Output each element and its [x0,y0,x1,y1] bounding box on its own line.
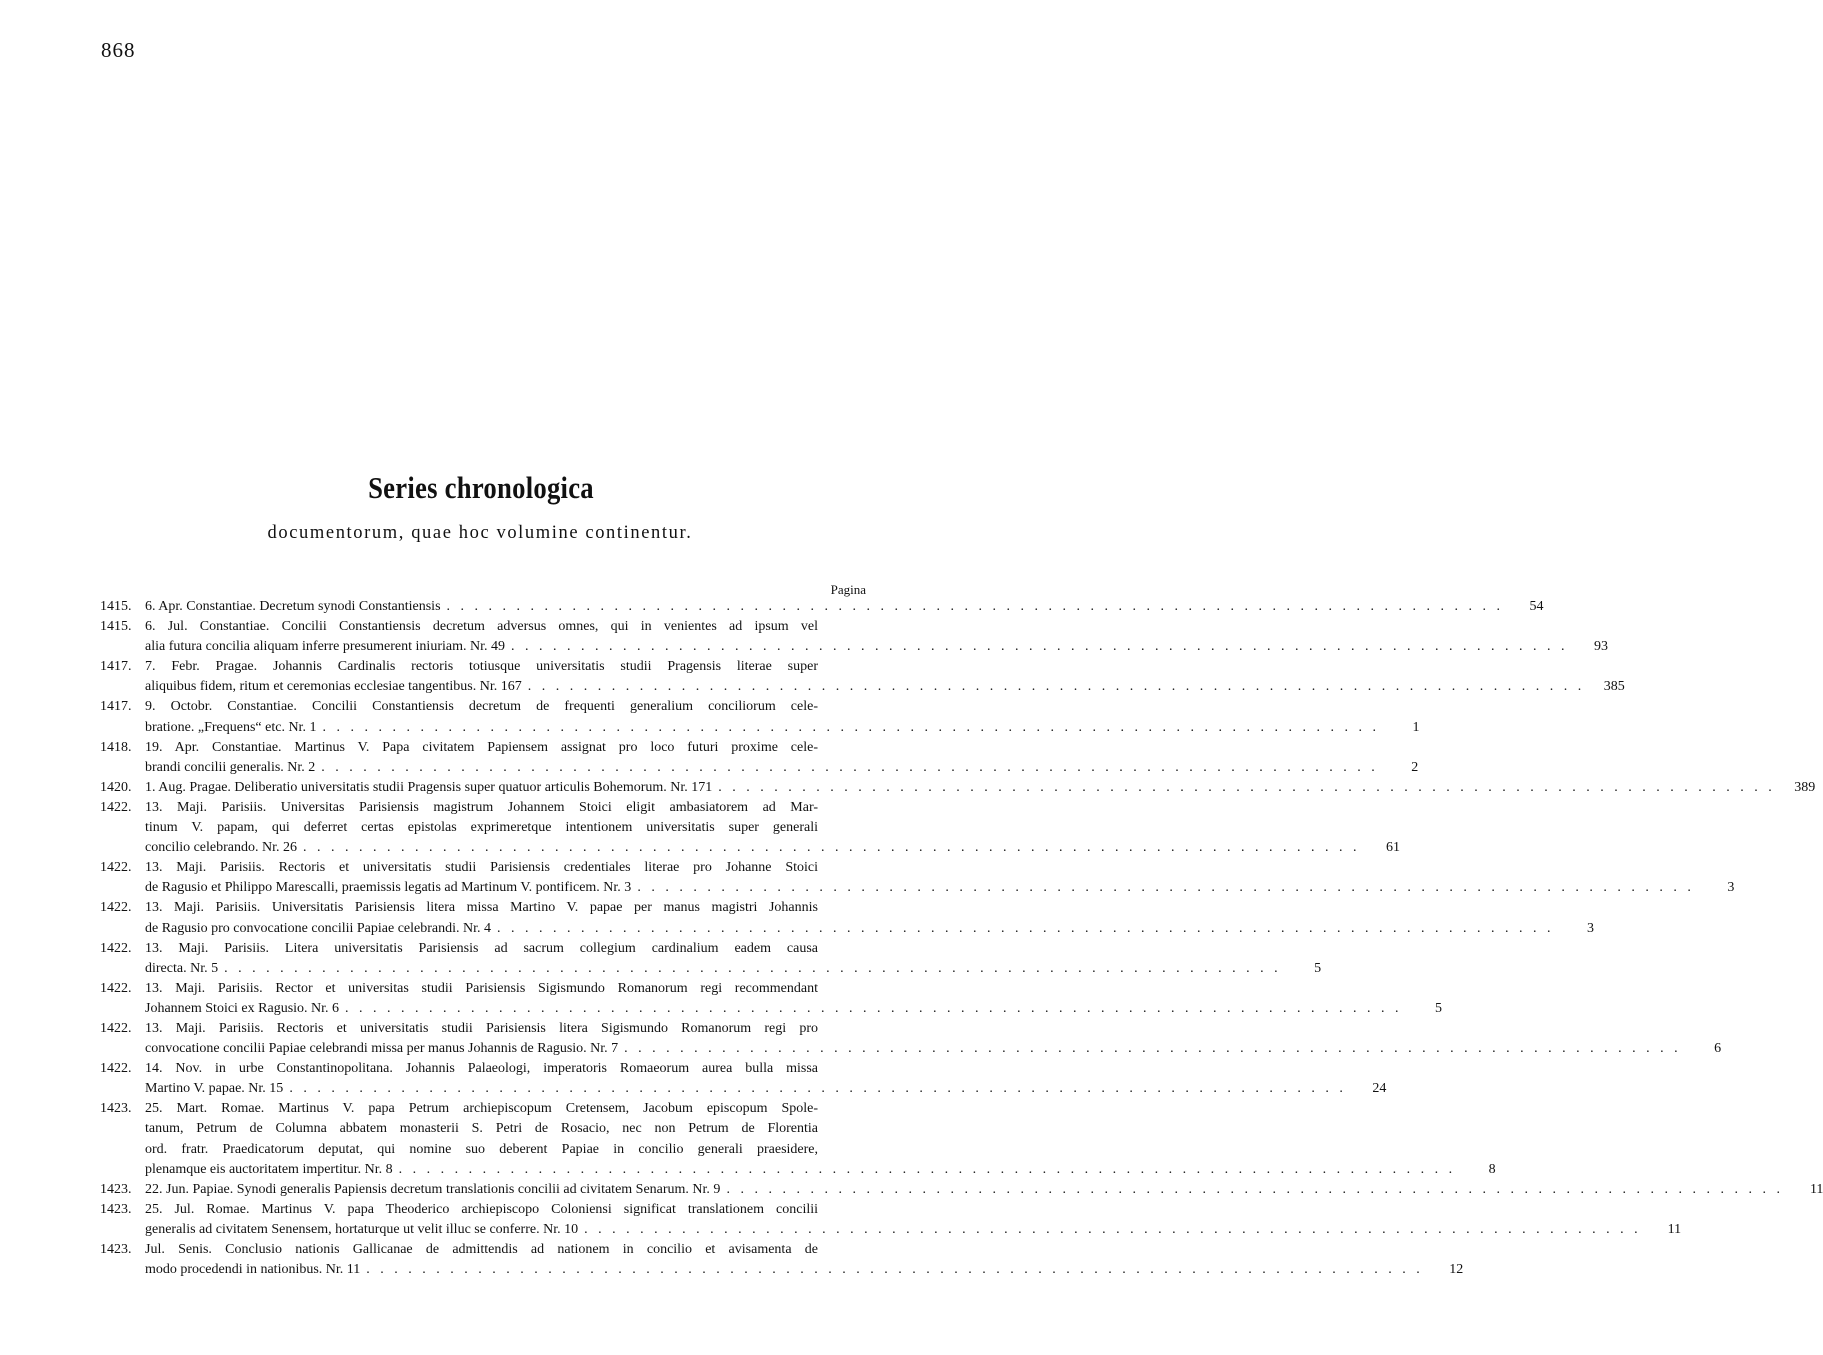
list-item [100,738,1419,778]
entry-page: 6 [1714,1041,1722,1057]
entry-year: 1422. [100,940,132,956]
entry-year: 1422. [100,980,132,996]
entry-text: 25. Jul. Romae. Martinus V. papa Theoderico archiepiscopo Coloniensi significat translationem concilii [145,1201,818,1217]
list-item [100,1180,1823,1200]
dot-leader [321,758,1378,778]
entry-year: 1422. [100,1061,132,1077]
entry-year: 1422. [100,1020,132,1036]
list-item [100,1099,1496,1179]
entry-text: 13. Maji. Parisiis. Rectoris et universitatis studii Parisiensis litera Sigismundo Romanorum regi pro [145,1020,818,1036]
entry-text: alia futura concilia aliquam inferre presumerent iniuriam. Nr. 49 [145,639,505,655]
entry-text: tinum V. papam, qui deferret certas epistolas exprimeretque intentionem universitatis super generali [145,820,818,836]
dot-leader [726,1180,1783,1200]
dot-leader [511,637,1568,657]
entry-text: plenamque eis auctoritatem impertitur. Nr. 8 [145,1161,393,1177]
list-item [100,597,1544,617]
entry-page: 389 [1794,779,1816,795]
entry-page: 61 [1386,840,1401,856]
entry-year: 1423. [100,1242,132,1257]
entry-year: 1423. [100,1181,132,1197]
list-item [100,1059,1387,1099]
page-title: Series chronologica [368,470,594,505]
entry-year: 1417. [100,659,132,675]
list-item [100,1200,1682,1240]
dot-leader [289,1079,1346,1099]
entry-text: ord. fratr. Praedicatorum deputat, qui nomine suo deberent Papiae in concilio generali praesidere, [145,1141,818,1157]
list-item [100,1019,1722,1059]
dot-leader [497,919,1554,939]
entry-page: 5 [1314,960,1322,976]
entry-text: tanum, Petrum de Columna abbatem monasterii S. Petri de Rosacio, nec non Petrum de Florentia [145,1121,818,1137]
entry-text: brandi concilii generalis. Nr. 2 [145,759,316,775]
entry-text: de Ragusio et Philippo Marescalli, praemissis legatis ad Martinum V. pontificem. Nr. 3 [145,880,632,896]
entry-text: 13. Maji. Parisiis. Rectoris et universitatis studii Parisiensis credentiales literae pro Johanne Stoici [145,860,818,876]
entry-page: 385 [1603,679,1625,695]
page-number: 868 [101,38,136,62]
entry-text: 19. Apr. Constantiae. Martinus V. Papa civitatem Papiensem assignat pro loco futuri proxime cele- [145,739,818,755]
entry-page: 3 [1587,920,1595,936]
entry-page: 5 [1435,1000,1443,1016]
dot-leader [303,838,1360,858]
list-item [100,979,1443,1019]
entry-text: 1. Aug. Pragae. Deliberatio universitatis studii Pragensis super quatuor articulis Bohemorum. Nr. 171 [145,779,713,795]
entry-text: generalis ad civitatem Senensem, hortaturque ut velit illuc se conferre. Nr. 10 [145,1221,579,1237]
entry-text: modo procedendi in nationibus. Nr. 11 [145,1262,361,1278]
dot-leader [528,677,1585,697]
entry-text: Martino V. papae. Nr. 15 [145,1081,284,1097]
entry-year: 1415. [100,599,132,614]
entry-year: 1418. [100,739,132,755]
entry-text: 13. Maji. Parisiis. Universitas Parisiensis magistrum Johannem Stoici eligit ambasiatorem ad Mar- [145,799,818,815]
entries-list [100,597,1823,1280]
entry-page: 93 [1593,639,1608,655]
entry-text: 22. Jun. Papiae. Synodi generalis Papiensis decretum translationis concilii ad civitatem Senarum. Nr. 9 [145,1181,721,1197]
pagina-column-header: Pagina [830,582,866,597]
entry-text: 13. Maji. Parisiis. Universitatis Parisiensis litera missa Martino V. papae per manus magistri Johannis [145,900,818,916]
entry-text: bratione. „Frequens“ etc. Nr. 1 [145,719,317,735]
entry-page: 11 [1809,1181,1823,1197]
entry-year: 1417. [100,699,132,715]
entry-page: 54 [1529,599,1544,614]
entry-year: 1415. [100,619,132,635]
entry-year: 1423. [100,1101,132,1117]
list-item [100,898,1595,938]
entry-page: 3 [1727,880,1735,896]
dot-leader [624,1039,1681,1059]
entry-text: 6. Jul. Constantiae. Concilii Constantiensis decretum adversus omnes, qui in venientes ad ipsum vel [145,619,818,635]
list-item [100,858,1735,898]
list-item [100,1240,1464,1280]
entry-text: 9. Octobr. Constantiae. Concilii Constantiensis decretum de frequenti generalium conciliorum cele- [145,699,818,715]
entry-text: 13. Maji. Parisiis. Rector et universitas studii Parisiensis Sigismundo Romanorum regi recommendant [145,980,818,996]
entry-page: 11 [1667,1221,1682,1237]
entry-text: concilio celebrando. Nr. 26 [145,840,298,856]
dot-leader [718,778,1775,798]
list-item [100,798,1401,858]
entry-page: 1 [1412,719,1420,735]
entry-year: 1422. [100,900,132,916]
dot-leader [584,1220,1641,1240]
list-item [100,697,1420,737]
list-item [100,778,1816,798]
entry-text: de Ragusio pro convocatione concilii Papiae celebrandi. Nr. 4 [145,920,492,936]
entry-text: convocatione concilii Papiae celebrandi missa per manus Johannis de Ragusio. Nr. 7 [145,1041,619,1057]
dot-leader [224,959,1281,979]
entry-text: Jul. Senis. Conclusio nationis Gallicanae de admittendis ad nationem in concilio et avisamenta de [145,1242,818,1257]
dot-leader [637,878,1694,898]
entry-page: 8 [1488,1161,1496,1177]
entry-text: 25. Mart. Romae. Martinus V. papa Petrum archiepiscopum Cretensem, Jacobum episcopum Spole- [145,1101,818,1117]
dot-leader [447,597,1504,617]
entry-text: 13. Maji. Parisiis. Litera universitatis Parisiensis ad sacrum collegium cardinalium eadem causa [145,940,818,956]
list-item [100,657,1625,697]
list-item [100,617,1608,657]
entry-text: directa. Nr. 5 [145,960,219,976]
dot-leader [345,999,1402,1019]
entry-page: 2 [1411,759,1419,775]
entry-year: 1420. [100,779,132,795]
entry-text: 7. Febr. Pragae. Johannis Cardinalis rectoris totiusque universitatis studii Pragensis literae super [145,659,818,675]
list-item [100,939,1322,979]
entry-text: Johannem Stoici ex Ragusio. Nr. 6 [145,1000,340,1016]
page-subtitle: documentorum, quae hoc volumine continentur. [267,523,693,543]
entry-text: 14. Nov. in urbe Constantinopolitana. Johannis Palaeologi, imperatoris Romaeorum aurea bulla missa [145,1061,818,1077]
entry-text: 6. Apr. Constantiae. Decretum synodi Constantiensis [145,599,441,614]
entry-page: 12 [1449,1262,1464,1278]
entry-year: 1423. [100,1201,132,1217]
dot-leader [366,1260,1423,1280]
entry-text: aliquibus fidem, ritum et ceremonias ecclesiae tangentibus. Nr. 167 [145,679,522,695]
entry-year: 1422. [100,799,132,815]
entry-year: 1422. [100,860,132,876]
entry-page: 24 [1372,1081,1387,1097]
dot-leader [399,1160,1456,1180]
dot-leader [322,718,1379,738]
